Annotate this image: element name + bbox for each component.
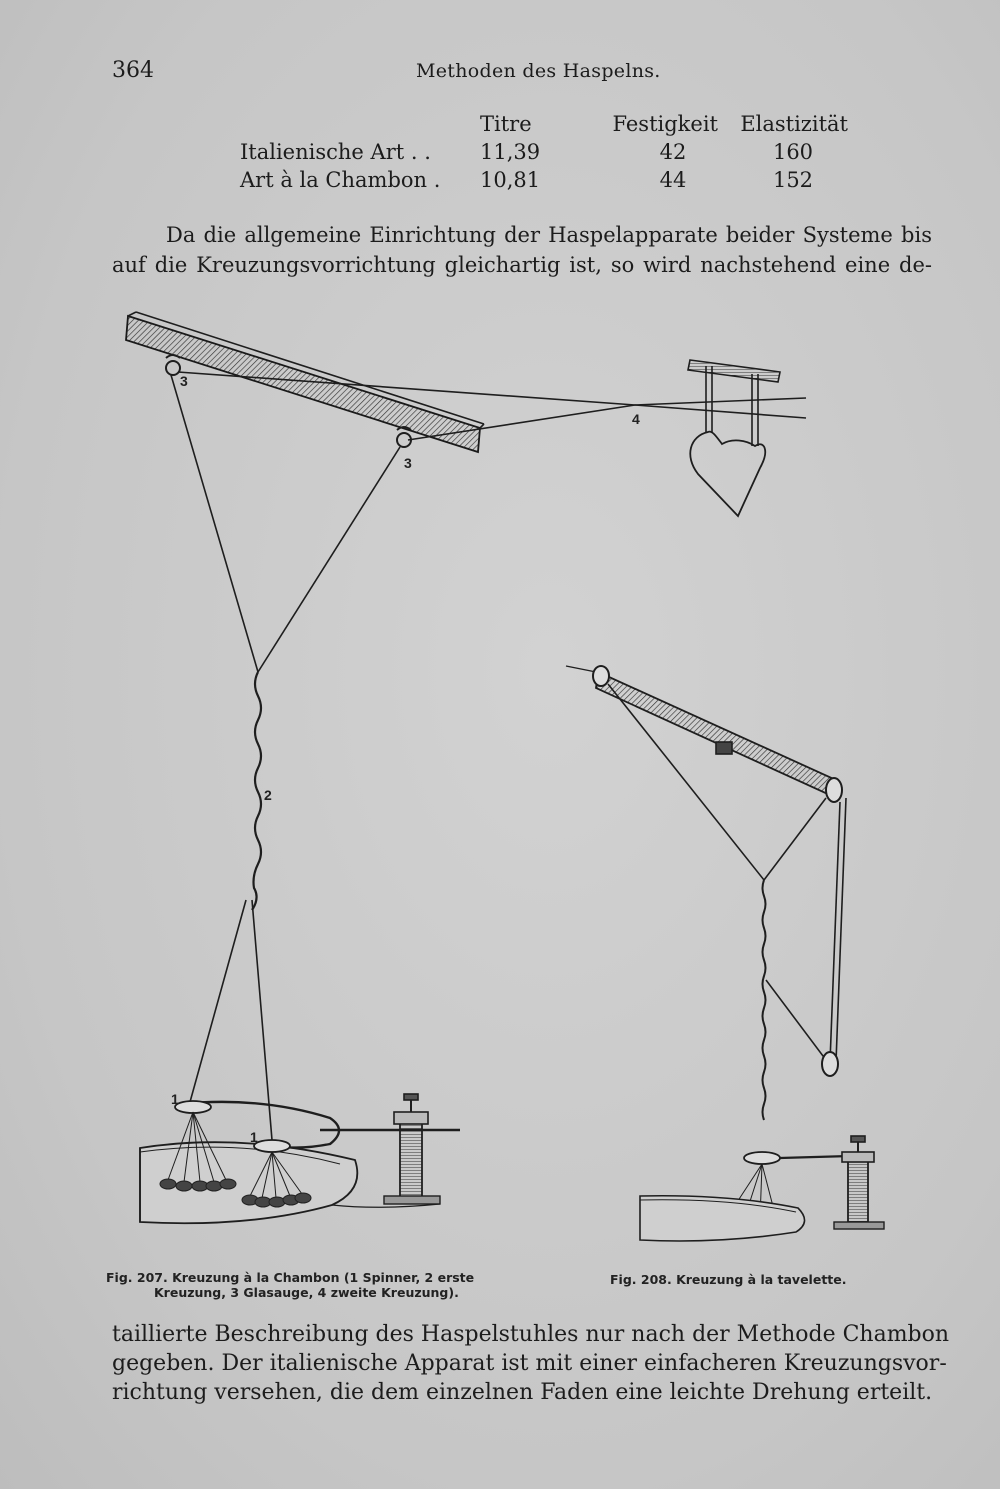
pulley-icon	[826, 778, 842, 802]
table-cell: 10,81	[480, 168, 541, 192]
spinner-disc	[744, 1152, 780, 1164]
spinner-disc	[254, 1140, 290, 1152]
figure-label: 4	[632, 411, 640, 427]
text-line: taillierte Beschreibung des Haspelstuhles nur nach der Methode Chambon	[112, 1322, 950, 1347]
table-cell: 11,39	[480, 140, 541, 164]
figure-label: 1	[171, 1091, 179, 1107]
figure-label: 3	[404, 455, 412, 471]
table-cell: Art à la Chambon .	[240, 168, 441, 192]
table-cell: 160	[772, 140, 814, 164]
page-number: 364	[112, 58, 154, 83]
table-cell: 42	[659, 140, 687, 164]
caption-line: Kreuzung, 3 Glasauge, 4 zweite Kreuzung).	[154, 1285, 459, 1300]
figure-label: 2	[264, 787, 272, 803]
basin	[640, 1196, 805, 1241]
pulley-icon	[593, 666, 609, 686]
table-cell: 152	[772, 168, 814, 192]
drive-post	[848, 1160, 868, 1226]
text-line: richtung versehen, die dem einzelnen Faden eine leichte Drehung erteilt.	[112, 1380, 933, 1405]
figure-207-caption	[106, 1270, 546, 1300]
text-line: gegeben. Der italienische Apparat ist mit einer einfacheren Kreuzungsvor-	[112, 1351, 947, 1376]
running-title: Methoden des Haspelns.	[416, 60, 661, 82]
figure-label: 3	[180, 373, 188, 389]
table-cell: 44	[659, 168, 687, 192]
caption-line: Fig. 207. Kreuzung à la Chambon (1 Spinner, 2 erste	[106, 1270, 475, 1285]
glass-eye-icon	[166, 361, 180, 375]
table-header-cell: Festigkeit	[612, 112, 718, 136]
table-cell: Italienische Art . .	[240, 140, 431, 164]
figure-208-drawing	[566, 666, 884, 1241]
figure-label: 1	[250, 1129, 258, 1145]
paragraph-continuation	[112, 1320, 950, 1407]
pulley-icon	[822, 1052, 838, 1076]
table-header-cell: Elastizität	[740, 112, 848, 136]
figure-207-drawing	[126, 312, 806, 1223]
spinner-disc	[175, 1101, 211, 1113]
tavelette-bar	[596, 672, 836, 796]
twisted-thread	[252, 672, 261, 910]
weight-bar	[688, 360, 780, 382]
text-line: auf die Kreuzungsvorrichtung gleichartig ist, so wird nachstehend eine de-	[112, 253, 932, 277]
table-header-cell: Titre	[480, 112, 532, 136]
heart-weight	[690, 432, 765, 516]
text-line: Da die allgemeine Einrichtung der Haspelapparate beider Systeme bis	[166, 223, 932, 247]
drive-post	[400, 1120, 422, 1200]
figure-208-caption: Fig. 208. Kreuzung à la tavelette.	[610, 1272, 847, 1287]
